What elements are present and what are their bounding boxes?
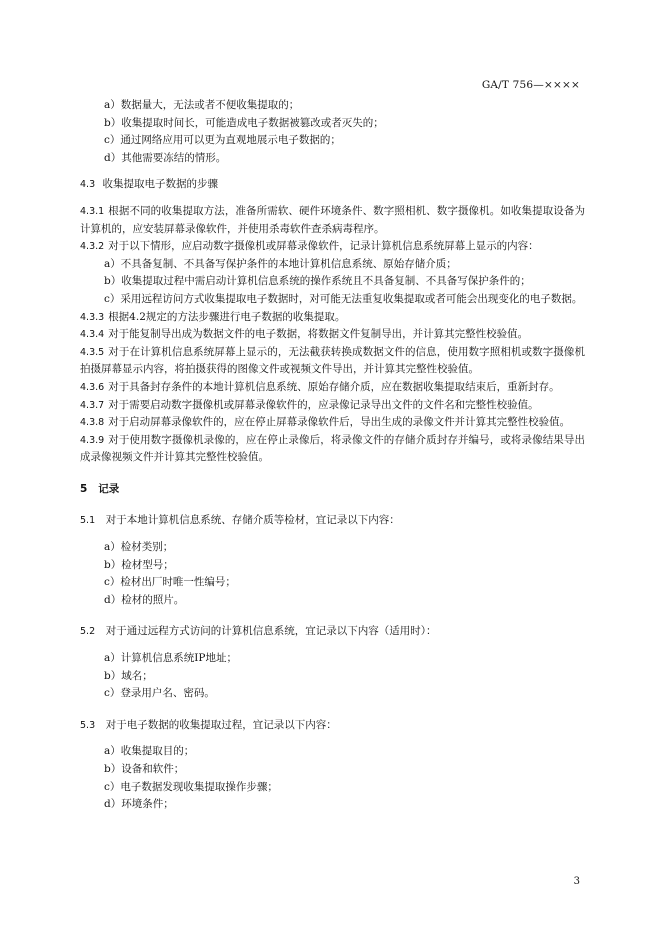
clause-number: 5.1 [80, 515, 96, 527]
clause-text: 对于电子数据的收集提取过程，宜记录以下内容： [105, 718, 337, 731]
list-item: c）电子数据发现收集提取操作步骤； [104, 780, 278, 793]
clause-number: 4.3.1 [80, 205, 105, 217]
list-item: c）检材出厂时唯一性编号； [104, 576, 236, 589]
list-item: a）收集提取目的； [104, 745, 195, 758]
clause-number: 5.2 [80, 626, 96, 638]
clause-number: 4.3.9 [80, 434, 105, 446]
clause-text: 对于以下情形，应启动数字摄像机或屏幕录像软件，记录计算机信息系统屏幕上显示的内容： [108, 240, 539, 253]
clause-4-3-5 [80, 344, 585, 379]
clause-text: 对于在计算机信息系统屏幕上显示的，无法截获转换成数据文件的信息，使用数字照相机或数字摄像机拍摄屏幕显示内容，将拍摄获得的图像文件或视频文件导出，并计算其完整性校验值。 [80, 345, 585, 376]
list-item: a）计算机信息系统IP地址； [104, 652, 237, 665]
clause-4-3-4 [80, 326, 585, 344]
list-item: b）设备和软件； [104, 763, 185, 775]
clause-4-3-2 [80, 238, 585, 256]
section-title: 记录 [98, 482, 120, 495]
clause-number: 4.3.8 [80, 417, 105, 429]
clause-4-3-9 [80, 432, 585, 467]
list-item: b）检材型号； [104, 558, 174, 571]
clause-text: 对于使用数字摄像机录像的，应在停止录像后，将录像文件的存储介质封存并编号，或将录像结果导出成录像视频文件并计算其完整性校验值。 [80, 433, 585, 464]
list-item: c）采用远程访问方式收集提取电子数据时，对可能无法重复收集提取或者可能会出现变化的电子数据。 [104, 292, 583, 305]
section-number: 5 [80, 482, 88, 495]
list-item: b）收集提取时间长，可能造成电子数据被篡改或者灭失的； [104, 116, 384, 129]
clause-number: 4.3.4 [80, 329, 105, 341]
clause-number: 4.3.7 [80, 399, 105, 411]
section-number: 4.3 [80, 179, 96, 191]
list-item: c）登录用户名、密码。 [104, 687, 215, 700]
clause-text: 对于启动屏幕录像软件的，应在停止屏幕录像软件后，导出生成的录像文件并计算其完整性校验值。 [108, 416, 571, 429]
clause-number: 4.3.6 [80, 381, 105, 393]
clause-4-3-8 [80, 414, 585, 432]
clause-4-3-1 [80, 203, 585, 238]
clause-text: 根据4.2规定的方法步骤进行电子数据的收集提取。 [108, 310, 346, 323]
clause-text: 对于需要启动数字摄像机或屏幕录像软件的，应录像记录导出文件的文件名和完整性校验值。 [108, 398, 539, 411]
list-item: b）收集提取过程中需启动计算机信息系统的操作系统且不具备复制、不具备写保护条件的； [104, 275, 531, 288]
list-item: b）域名； [104, 669, 153, 682]
section-title: 收集提取电子数据的步骤 [102, 178, 218, 191]
clause-text: 对于本地计算机信息系统、存储介质等检材，宜记录以下内容： [105, 514, 400, 527]
list-item: a）数据量大，无法或者不便收集提取的； [104, 99, 300, 111]
clause-text: 对于具备封存条件的本地计算机信息系统、原始存储介质，应在数据收集提取结束后，重新封存。 [108, 380, 560, 393]
clause-number: 5.3 [80, 719, 96, 731]
clause-4-3-3 [80, 309, 585, 327]
list-item: c）通过网络应用可以更为直观地展示电子数据的； [104, 134, 341, 147]
clause-number: 4.3.2 [80, 241, 105, 253]
clause-5-1 [80, 512, 585, 530]
list-item: a）不具备复制、不具备写保护条件的本地计算机信息系统、原始存储介质； [104, 257, 457, 270]
document-code: GA/T 756—×××× [481, 79, 580, 91]
clause-4-3-7 [80, 397, 585, 415]
clause-number: 4.3.5 [80, 346, 105, 358]
clause-5-3 [80, 717, 585, 735]
section-4-3-heading [80, 176, 585, 194]
section-5-heading [80, 481, 585, 499]
list-item: a）检材类别； [104, 541, 174, 554]
list-item: d）其他需要冻结的情形。 [104, 151, 227, 164]
page-body [80, 97, 585, 814]
clause-5-2 [80, 623, 585, 641]
clause-number: 4.3.3 [80, 311, 105, 323]
clause-text: 对于通过远程方式访问的计算机信息系统，宜记录以下内容（适用时）： [105, 625, 437, 638]
clause-4-3-6 [80, 379, 585, 397]
list-item: d）检材的照片。 [104, 593, 185, 606]
page-number: 3 [573, 876, 580, 887]
clause-text: 根据不同的收集提取方法，准备所需软、硬件环境条件、数字照相机、数字摄像机。如收集提取设备为计算机的，应安装屏幕录像软件，并使用杀毒软件查杀病毒程序。 [80, 204, 585, 235]
clause-text: 对于能复制导出成为数据文件的电子数据，将数据文件复制导出，并计算其完整性校验值。 [108, 328, 529, 341]
list-item: d）环境条件； [104, 798, 174, 811]
